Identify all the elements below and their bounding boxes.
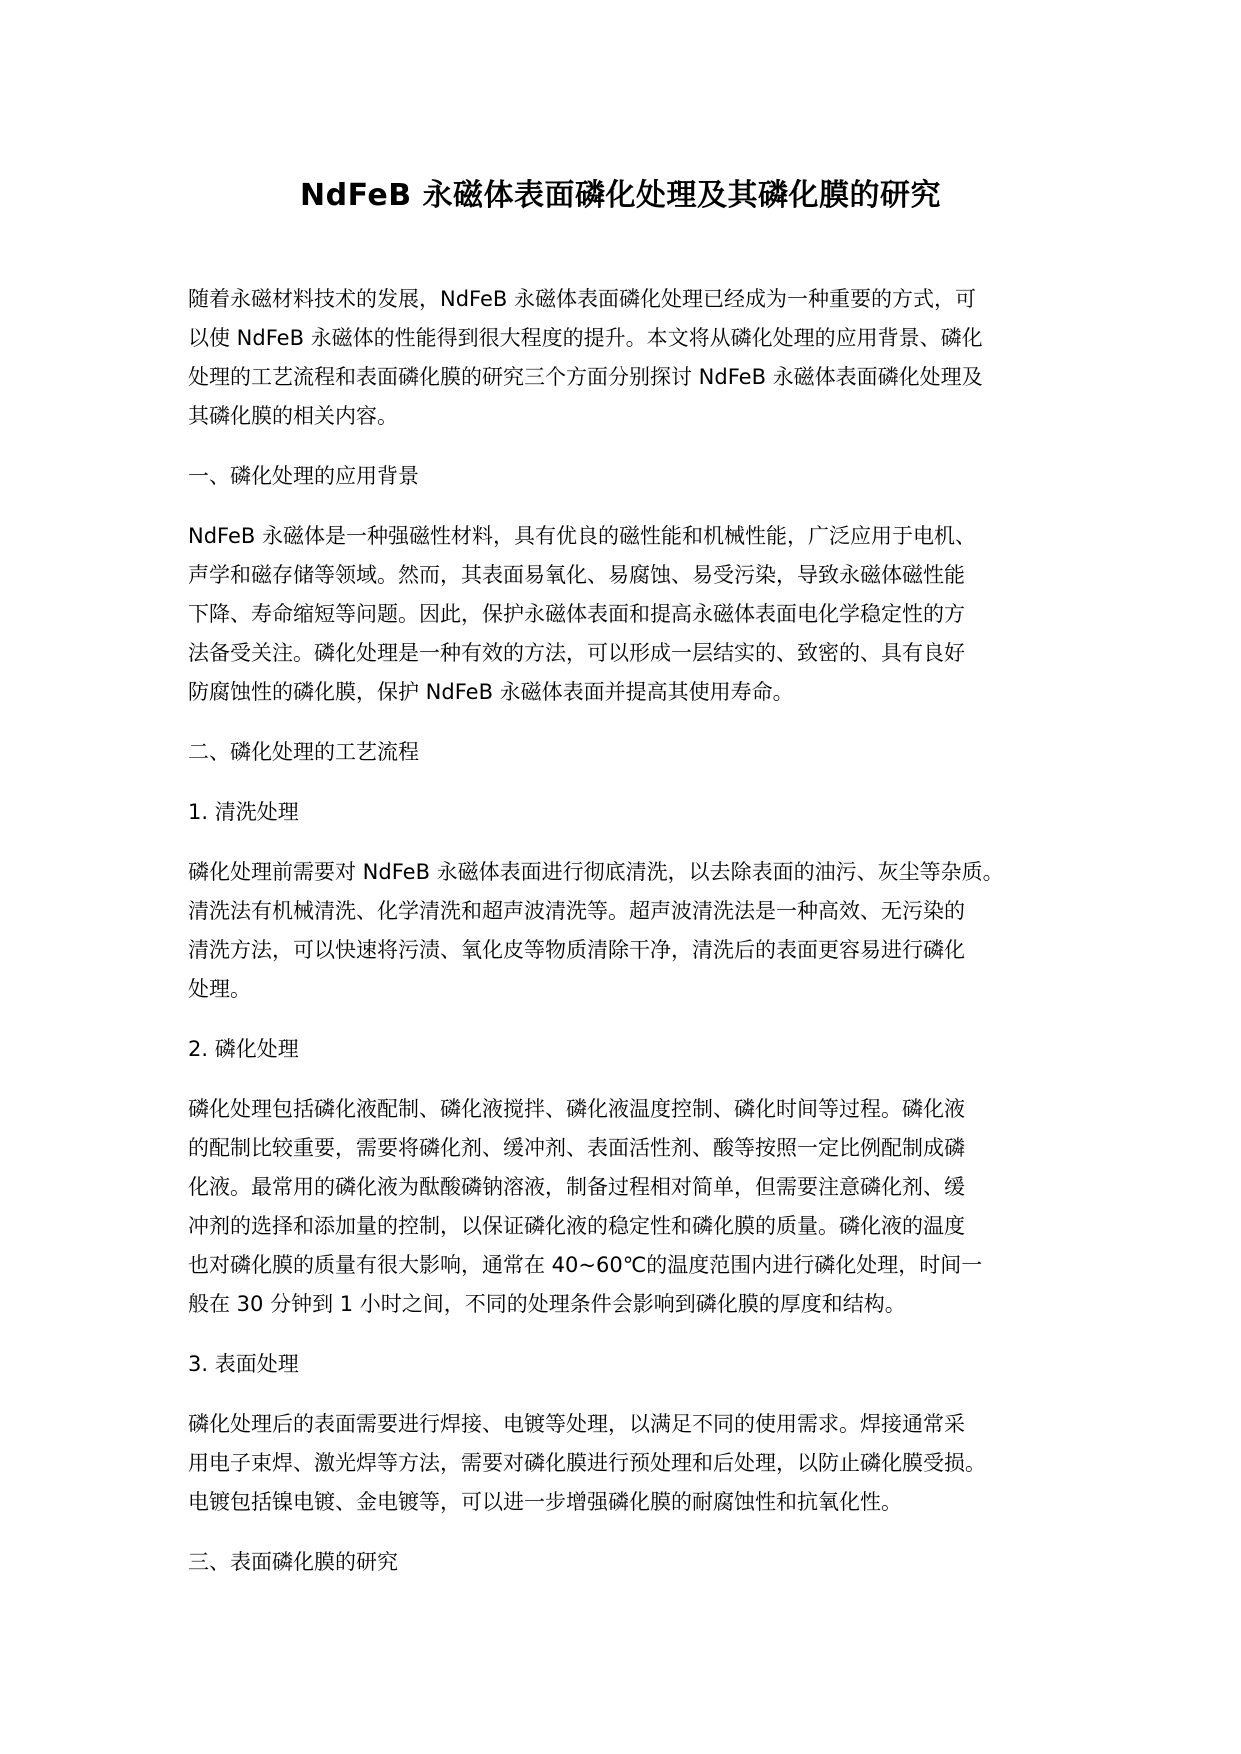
paragraph-line: 电镀包括镍电镀、金电镀等，可以进一步增强磷化膜的耐腐蚀性和抗氧化性。 bbox=[188, 1490, 902, 1514]
paragraph-line: 清洗法有机械清洗、化学清洗和超声波清洗等。超声波清洗法是一种高效、无污染的 bbox=[188, 899, 965, 923]
paragraph-line: 般在 30 分钟到 1 小时之间，不同的处理条件会影响到磷化膜的厚度和结构。 bbox=[188, 1292, 906, 1316]
paragraph-line: 声学和磁存储等领域。然而，其表面易氧化、易腐蚀、易受污染，导致永磁体磁性能 bbox=[188, 563, 965, 587]
paragraph-line: 冲剂的选择和添加量的控制，以保证磷化液的稳定性和磷化膜的质量。磷化液的温度 bbox=[188, 1214, 965, 1238]
paragraph bbox=[188, 1090, 1068, 1324]
section-heading: 3. 表面处理 bbox=[188, 1352, 299, 1376]
paragraph-line: 化液。最常用的磷化液为酞酸磷钠溶液，制备过程相对简单，但需要注意磷化剂、缓 bbox=[188, 1175, 965, 1199]
paragraph-line: 用电子束焊、激光焊等方法，需要对磷化膜进行预处理和后处理，以防止磷化膜受损。 bbox=[188, 1451, 986, 1475]
paragraph bbox=[188, 1405, 1068, 1522]
paragraph-line: 的配制比较重要，需要将磷化剂、缓冲剂、表面活性剂、酸等按照一定比例配制成磷 bbox=[188, 1136, 965, 1160]
paragraph-line: 下降、寿命缩短等问题。因此，保护永磁体表面和提高永磁体表面电化学稳定性的方 bbox=[188, 602, 965, 626]
paragraph-line: 法备受关注。磷化处理是一种有效的方法，可以形成一层结实的、致密的、具有良好 bbox=[188, 641, 965, 665]
paragraph-line: 其磷化膜的相关内容。 bbox=[188, 404, 398, 428]
section-heading: 一、磷化处理的应用背景 bbox=[188, 464, 419, 488]
document-title: NdFeB 永磁体表面磷化处理及其磷化膜的研究 bbox=[299, 178, 942, 213]
paragraph-line: 处理。 bbox=[188, 977, 251, 1001]
paragraph-line: 磷化处理后的表面需要进行焊接、电镀等处理，以满足不同的使用需求。焊接通常采 bbox=[188, 1412, 965, 1436]
paragraph-line: 处理的工艺流程和表面磷化膜的研究三个方面分别探讨 NdFeB 永磁体表面磷化处理及 bbox=[188, 365, 983, 389]
paragraph bbox=[188, 853, 1068, 1009]
paragraph bbox=[188, 517, 1068, 712]
paragraph-line: 磷化处理包括磷化液配制、磷化液搅拌、磷化液温度控制、磷化时间等过程。磷化液 bbox=[188, 1097, 965, 1121]
paragraph-line: NdFeB 永磁体是一种强磁性材料，具有优良的磁性能和机械性能，广泛应用于电机、 bbox=[188, 524, 976, 548]
paragraph-line: 清洗方法，可以快速将污渍、氧化皮等物质清除干净，清洗后的表面更容易进行磷化 bbox=[188, 938, 965, 962]
paragraph bbox=[188, 280, 1068, 436]
paragraph-line: 随着永磁材料技术的发展，NdFeB 永磁体表面磷化处理已经成为一种重要的方式，可 bbox=[188, 287, 976, 311]
section-heading: 三、表面磷化膜的研究 bbox=[188, 1550, 398, 1574]
document-body bbox=[188, 280, 1068, 1603]
paragraph-line: 磷化处理前需要对 NdFeB 永磁体表面进行彻底清洗，以去除表面的油污、灰尘等杂质。 bbox=[188, 860, 1004, 884]
paragraph-line: 以使 NdFeB 永磁体的性能得到很大程度的提升。本文将从磷化处理的应用背景、磷化 bbox=[188, 326, 983, 350]
paragraph-line: 也对磷化膜的质量有很大影响，通常在 40~60℃的温度范围内进行磷化处理，时间一 bbox=[188, 1253, 983, 1277]
section-heading: 2. 磷化处理 bbox=[188, 1037, 299, 1061]
paragraph-line: 防腐蚀性的磷化膜，保护 NdFeB 永磁体表面并提高其使用寿命。 bbox=[188, 680, 794, 704]
section-heading: 二、磷化处理的工艺流程 bbox=[188, 740, 419, 764]
section-heading: 1. 清洗处理 bbox=[188, 800, 299, 824]
